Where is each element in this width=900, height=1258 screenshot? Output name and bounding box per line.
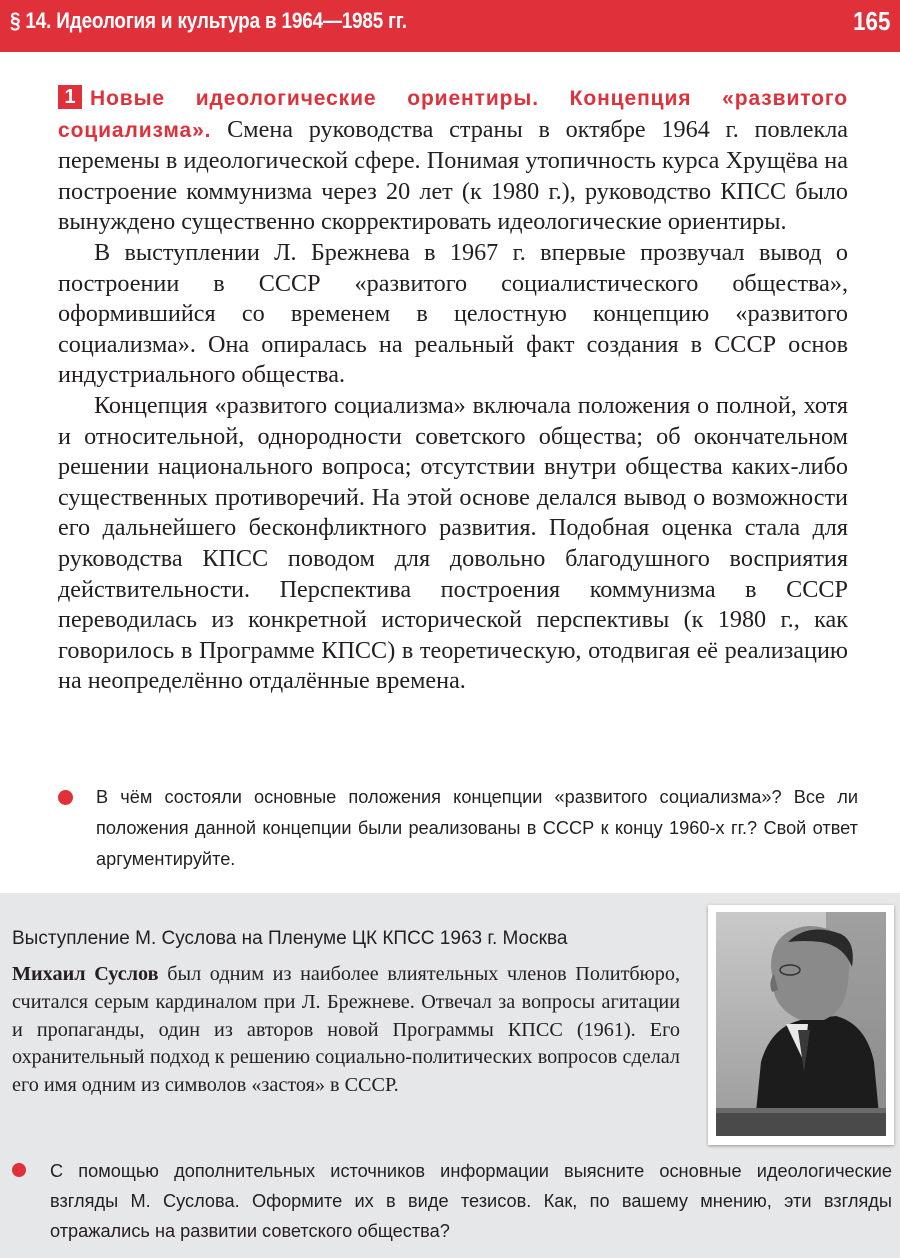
paragraph-3: Концепция «развитого социализма» включала положения о полной, хотя и относительной, однородности советского общества; об окончательном решении национального вопроса; отсутствии внутри общества каких-либо существенных противоречий. На этой основе делался вывод о возможности его дальнейшего бесконфликтного развития. Подобная оценка стала для руководства КПСС поводом для довольно благодушного восприятия действительности. Перспектива построения коммунизма в СССР переводилась из конкретной исторической перспективы (к 1980 г., как говорилось в Программе КПСС) в теоретическую, отодвигая её реализацию на неопределённо отдалённые времена. <box>58 391 848 695</box>
paragraph-1 <box>58 83 848 238</box>
section-number-badge: 1 <box>58 85 82 109</box>
question-block-1 <box>58 782 858 875</box>
portrait-image <box>716 912 886 1136</box>
biography-text <box>12 961 680 1100</box>
portrait-photo <box>708 905 894 1145</box>
main-text <box>58 83 848 697</box>
section-title: Новые идеологические ориентиры. Концепция «развитого социализма». <box>58 87 848 142</box>
question-text-2: С помощью дополнительных источников информации выясните основные идеологические взгляды М. Суслова. Оформите их в виде тезисов. Как, по вашему мнению, эти взгляды отражались на развитии советского общества? <box>50 1161 892 1241</box>
page-header <box>0 0 900 52</box>
chapter-title: § 14. Идеология и культура в 1964—1985 гг. <box>10 8 407 33</box>
photo-caption: Выступление М. Суслова на Пленуме ЦК КПСС 1963 г. Москва <box>12 928 568 949</box>
person-name: Михаил Суслов <box>12 963 159 985</box>
paragraph-1-text: Смена руководства страны в октябре 1964 г. повлекла перемены в идеологической сфере. Понимая утопичность курса Хрущёва на построение коммунизма через 20 лет (к 1980 г.), руководство КПСС было вынуждено существенно скорректировать идеологические ориентиры. <box>58 115 849 236</box>
bullet-icon <box>58 790 73 805</box>
question-block-2 <box>12 1157 892 1246</box>
paragraph-2: В выступлении Л. Брежнева в 1967 г. впервые прозвучал вывод о построении в СССР «развитого социалистического общества», оформившийся со временем в целостную концепцию «развитого социализма». Она опиралась на реальный факт создания в СССР основ индустриального общества. <box>58 238 848 389</box>
bullet-icon <box>12 1163 26 1177</box>
page-number: 165 <box>852 6 890 36</box>
question-text-1: В чём состояли основные положения концепции «развитого социализма»? Все ли положения данной концепции были реализованы в СССР к концу 1960-х гг.? Свой ответ аргументируйте. <box>96 787 858 869</box>
biography-body: был одним из наиболее влиятельных членов Политбюро, считался серым кардиналом при Л. Брежневе. Отвечал за вопросы агитации и пропаганды, один из авторов новой Программы КПСС (1961). Его охранительный подход к решению социально-политических вопросов сделал его имя одним из символов «застоя» в СССР. <box>12 963 680 1097</box>
